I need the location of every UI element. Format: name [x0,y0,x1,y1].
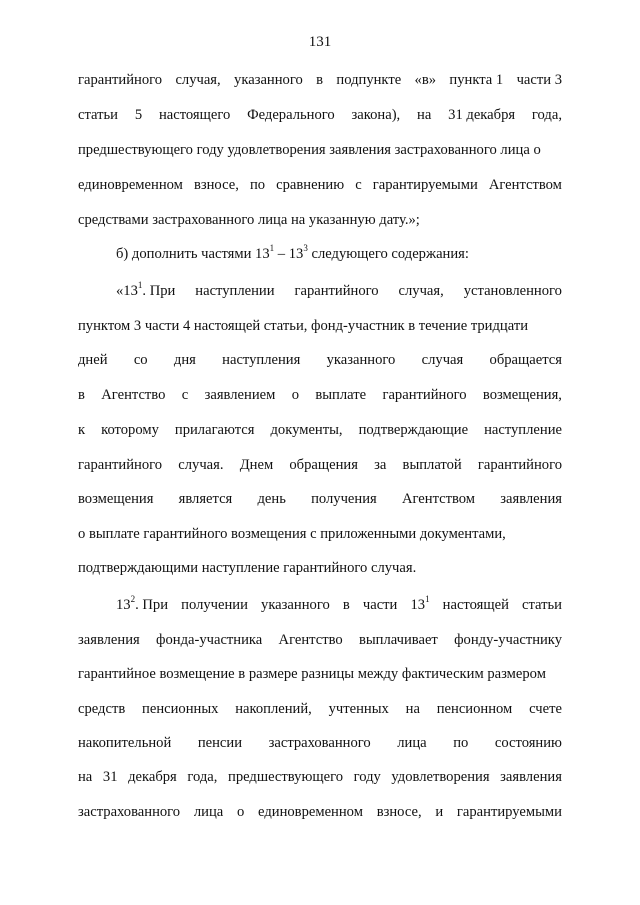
word: гарантийного [477,457,562,473]
superscript: 1 [137,280,143,291]
text-line-2 [78,105,562,125]
text-line-1 [78,70,562,90]
word: с [355,177,362,193]
page-number: 131 [308,34,332,50]
line-text: гарантийное возмещение в размере разницы между фактическим размером [78,666,546,682]
word: гарантийного [294,283,379,299]
text-part: . При [142,283,176,299]
word: день [257,491,286,507]
word: декабря [128,769,177,785]
text-line-21 [78,767,562,787]
word [116,281,175,301]
text-line-4 [78,175,562,195]
word: со [133,352,148,368]
word: возмещения [78,491,154,507]
text-line-15 [78,558,562,578]
word: документы, [270,422,343,438]
word: получении [181,597,248,613]
line-text: средствами застрахованного лица на указанную дату.»; [78,212,420,228]
text-line-14 [78,524,562,544]
word: года, [531,107,562,123]
word: 31 декабря [448,107,516,123]
word: установленного [463,283,562,299]
text-part: «13 [116,283,138,299]
word: накопительной [78,735,172,751]
superscript: 1 [425,594,430,605]
word: лица [193,804,224,820]
word: настоящей [442,597,509,613]
text-line-11 [78,420,562,440]
word: фонда-участника [156,632,263,648]
word: указанного [261,597,330,613]
word: застрахованного [78,804,181,820]
word: учтенных [328,701,389,717]
word: случая [421,352,464,368]
word: в [316,72,324,88]
word: пункта 1 [449,72,504,88]
text-line-16 [116,595,562,615]
word: заявления [78,632,140,648]
word: удовлетворения [391,769,490,785]
word: дней [78,352,108,368]
superscript: 3 [303,243,308,254]
word: с [181,387,189,403]
word: Агентством [488,177,562,193]
text-line-18 [78,664,562,684]
word: сравнению [276,177,345,193]
word: получения [311,491,377,507]
word: к [78,422,86,438]
word: на [417,107,432,123]
word: подтверждающие [358,422,469,438]
text-line-22 [78,802,562,822]
word: взносе, [193,177,239,193]
word: подпункте [336,72,402,88]
word: настоящего [158,107,231,123]
word: гарантируемыми [456,804,562,820]
word: случая. [178,457,224,473]
word: и [435,804,444,820]
text-part: . При [135,597,169,613]
word: на [405,701,420,717]
text-line-5 [78,210,562,230]
word: случая, [398,283,444,299]
word: 5 [134,107,143,123]
word: наступление [484,422,562,438]
word: 31 [102,769,118,785]
word: заявления [500,769,562,785]
word: пенсионных [142,701,219,717]
text-part: 13 [410,597,426,613]
word: застрахованного [268,735,371,751]
text-line-17 [78,630,562,650]
word: о [291,387,299,403]
word: средств [78,701,126,717]
word: прилагаются [174,422,255,438]
word: гарантийного [382,387,467,403]
word: Днем [239,457,274,473]
word: обращается [489,352,562,368]
word: Федерального [247,107,335,123]
word: обращения [289,457,358,473]
word: году [353,769,381,785]
text-line-12 [78,455,562,475]
word: наступления [222,352,301,368]
word: накоплений, [235,701,312,717]
word: фонду-участнику [454,632,562,648]
superscript: 1 [269,243,275,254]
word: «в» [414,72,437,88]
word: заявлением [204,387,276,403]
word: является [178,491,233,507]
word: статьи [78,107,118,123]
text-line-13 [78,489,562,509]
word: гарантийного [78,72,163,88]
line-text: о выплате гарантийного возмещения с приложенными документами, [78,526,506,542]
word: случая, [175,72,221,88]
line-text: предшествующего году удовлетворения заявления застрахованного лица о [78,142,541,158]
word: выплатой [402,457,462,473]
word: указанного [326,352,396,368]
text-line-6 [116,244,562,264]
word: состоянию [494,735,562,751]
word: дня [173,352,196,368]
line-text: подтверждающими наступление гарантийного случая. [78,560,417,576]
word: взносе, [376,804,422,820]
word: Агентством [401,491,476,507]
word: закона), [351,107,401,123]
word: за [374,457,387,473]
word [410,595,429,615]
word: в [342,597,350,613]
text-line-7 [116,281,562,301]
word [116,595,168,615]
text-part: б) дополнить частями 13 [116,246,270,262]
word: о [237,804,245,820]
text-line-10 [78,385,562,405]
word: статьи [522,597,562,613]
word: Агентство [278,632,343,648]
word: гарантийного [78,457,163,473]
word: по [453,735,469,751]
word: пенсионном [436,701,513,717]
word: пенсии [197,735,243,751]
text-line-20 [78,733,562,753]
word: в [78,387,85,403]
word: счете [529,701,562,717]
word: единовременном [258,804,363,820]
word: гарантируемыми [372,177,478,193]
word: части [362,597,398,613]
text-line-3 [78,140,562,160]
word: предшествующего [228,769,343,785]
word: выплачивает [358,632,438,648]
word: возмещения, [482,387,562,403]
word: лица [397,735,427,751]
text-line-8 [78,316,562,336]
text-line-19 [78,699,562,719]
word: которому [101,422,159,438]
word: наступлении [195,283,275,299]
word: части 3 [516,72,562,88]
word: года, [187,769,218,785]
word: Агентство [101,387,166,403]
word: указанного [234,72,303,88]
word: заявления [500,491,562,507]
text-line-9 [78,350,562,370]
word: на [78,769,93,785]
word: единовременном [78,177,183,193]
line-text: пунктом 3 части 4 настоящей статьи, фонд-участник в течение тридцати [78,318,529,334]
text-part: 13 [116,597,131,613]
text-part: – 13 [274,246,304,262]
superscript: 2 [130,594,136,605]
word: по [249,177,266,193]
word: выплате [315,387,367,403]
text-part: следующего содержания: [307,246,469,262]
